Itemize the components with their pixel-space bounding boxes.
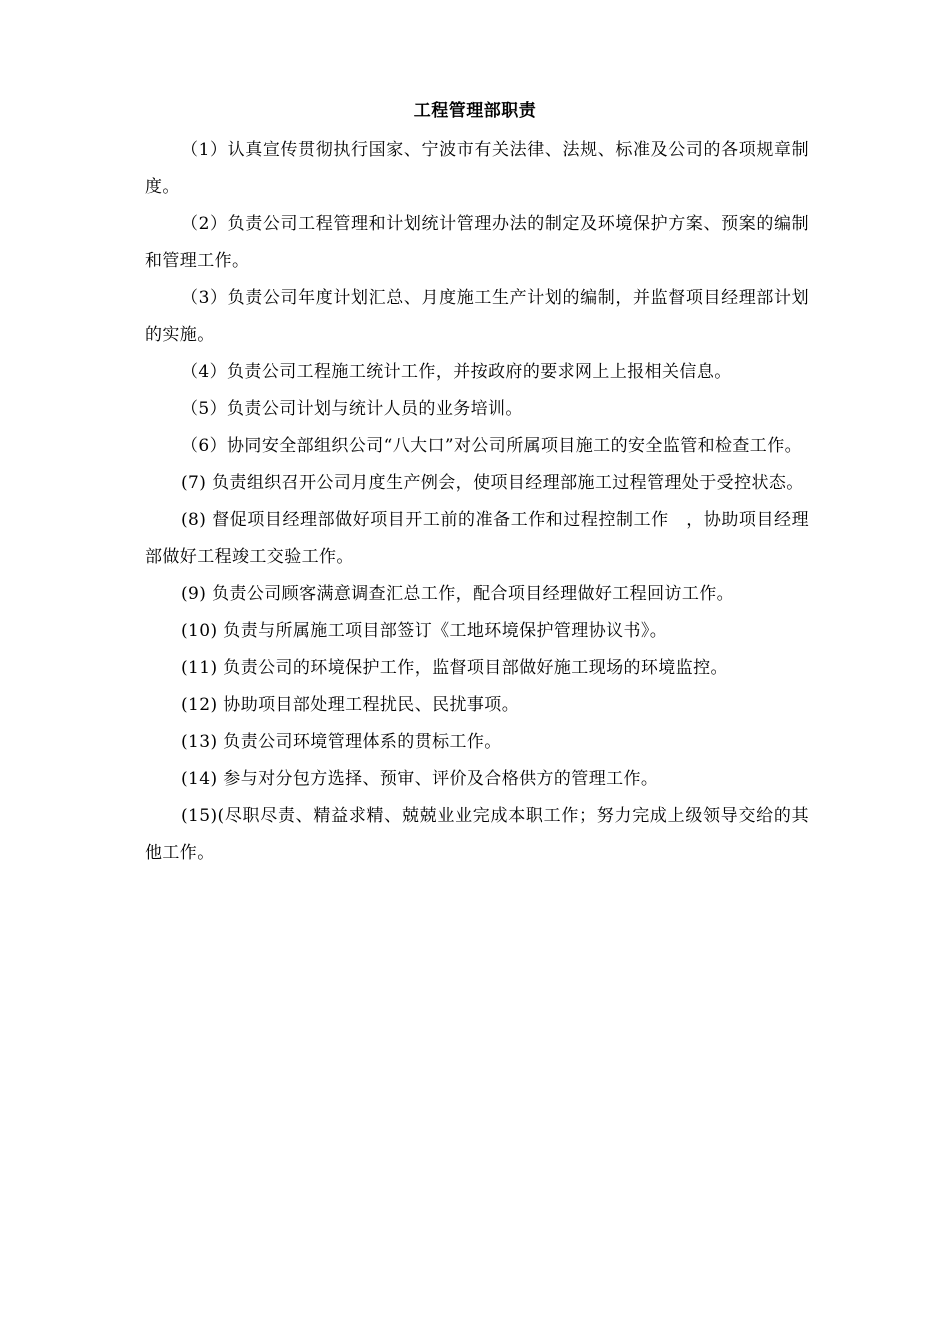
document-body (145, 132, 809, 872)
duty-item-15: (15)(尽职尽责、精益求精、兢兢业业完成本职工作；努力完成上级领导交给的其他工作。 (145, 806, 809, 863)
duty-item-3: （3）负责公司年度计划汇总、月度施工生产计划的编制，并监督项目经理部计划的实施。 (145, 288, 809, 345)
duty-item-10: (10) 负责与所属施工项目部签订《工地环境保护管理协议书》。 (181, 621, 668, 641)
document-title: 工程管理部职责 (413, 101, 537, 121)
duty-item-13: (13) 负责公司环境管理体系的贯标工作。 (181, 732, 502, 752)
duty-item-14: (14) 参与对分包方选择、预审、评价及合格供方的管理工作。 (181, 769, 659, 789)
duty-item-4: （4）负责公司工程施工统计工作，并按政府的要求网上上报相关信息。 (181, 362, 732, 382)
duty-item-7: (7) 负责组织召开公司月度生产例会，使项目经理部施工过程管理处于受控状态。 (181, 473, 804, 493)
duty-item-2: （2）负责公司工程管理和计划统计管理办法的制定及环境保护方案、预案的编制和管理工作。 (145, 214, 809, 271)
duty-item-12: (12) 协助项目部处理工程扰民、民扰事项。 (181, 695, 520, 715)
duty-item-6: （6）协同安全部组织公司“八大口”对公司所属项目施工的安全监管和检查工作。 (181, 436, 802, 456)
duty-item-11: (11) 负责公司的环境保护工作，监督项目部做好施工现场的环境监控。 (181, 658, 728, 678)
duty-item-8: (8) 督促项目经理部做好项目开工前的准备工作和过程控制工作 ，协助项目经理部做好工程竣工交验工作。 (145, 510, 809, 567)
duty-item-1: （1）认真宣传贯彻执行国家、宁波市有关法律、法规、标准及公司的各项规章制度。 (145, 140, 809, 197)
duty-item-5: （5）负责公司计划与统计人员的业务培训。 (181, 399, 523, 419)
duty-item-9: (9) 负责公司顾客满意调查汇总工作，配合项目经理做好工程回访工作。 (181, 584, 735, 604)
